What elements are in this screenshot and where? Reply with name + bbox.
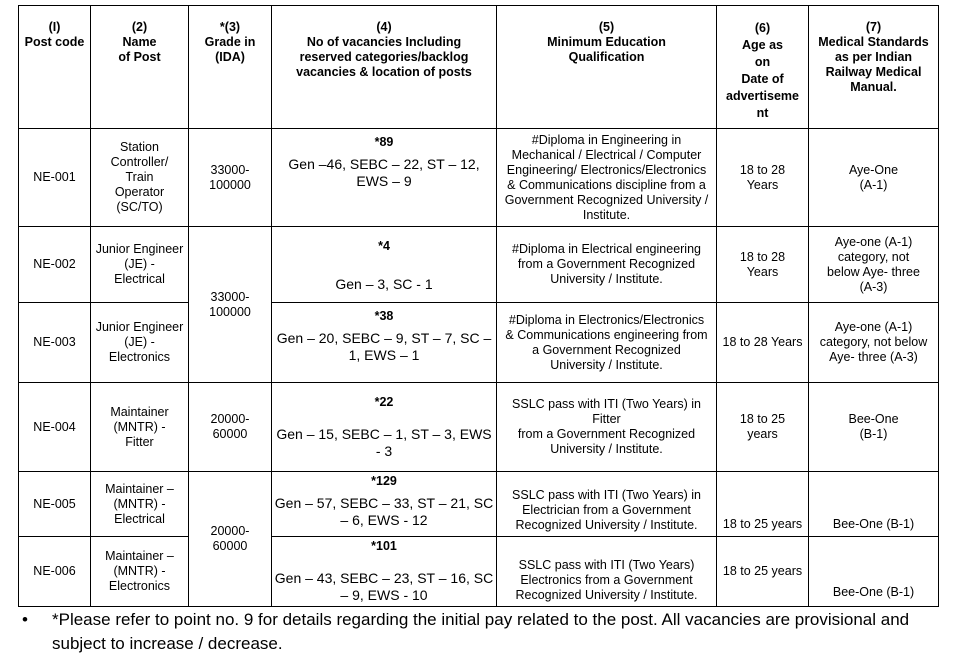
header-row xyxy=(19,6,939,129)
footnote xyxy=(22,608,952,656)
education: SSLC pass with ITI (Two Years) Electronics from a Government Recognized University / Institute. xyxy=(497,537,717,607)
age-limit: 18 to 25 years xyxy=(717,383,809,472)
post-name: Maintainer – (MNTR) - Electrical xyxy=(91,472,189,537)
table-row xyxy=(19,303,939,383)
medical-standard: Bee-One (B-1) xyxy=(809,383,939,472)
age-limit: 18 to 28 Years xyxy=(717,227,809,303)
header-medical: (7) Medical Standards as per Indian Railway Medical Manual. xyxy=(809,6,939,129)
vacancy-count: *38 xyxy=(374,309,394,323)
post-code: NE-006 xyxy=(19,537,91,607)
vacancy-breakup: Gen –46, SEBC – 22, ST – 12, EWS – 9 xyxy=(288,156,480,189)
vacancies xyxy=(272,303,497,383)
post-code: NE-003 xyxy=(19,303,91,383)
header-education: (5) Minimum Education Qualification xyxy=(497,6,717,129)
vacancy-table xyxy=(18,5,939,607)
vacancy-count: *89 xyxy=(374,135,394,149)
header-name-of-post: (2) Name of Post xyxy=(91,6,189,129)
age-limit: 18 to 25 years xyxy=(717,472,809,537)
post-code: NE-002 xyxy=(19,227,91,303)
medical-standard: Aye-One (A-1) xyxy=(809,129,939,227)
vacancy-breakup: Gen – 3, SC - 1 xyxy=(335,276,433,292)
table-row xyxy=(19,383,939,472)
post-code: NE-005 xyxy=(19,472,91,537)
vacancy-count: *129 xyxy=(371,474,397,488)
medical-standard: Bee-One (B-1) xyxy=(809,537,939,607)
post-name: Station Controller/ Train Operator (SC/TO) xyxy=(91,129,189,227)
table-row xyxy=(19,537,939,607)
vacancies xyxy=(272,227,497,303)
table-row xyxy=(19,129,939,227)
medical-standard: Aye-one (A-1) category, not below Aye- three (A-3) xyxy=(809,227,939,303)
vacancy-breakup: Gen – 15, SEBC – 1, ST – 3, EWS - 3 xyxy=(276,426,492,459)
post-name: Maintainer (MNTR) - Fitter xyxy=(91,383,189,472)
table-row xyxy=(19,472,939,537)
header-post-code: (I) Post code xyxy=(19,6,91,129)
vacancy-count: *101 xyxy=(371,539,397,553)
vacancy-breakup: Gen – 20, SEBC – 9, ST – 7, SC – 1, EWS – 1 xyxy=(276,330,492,363)
vacancies xyxy=(272,472,497,537)
age-limit: 18 to 28 Years xyxy=(717,303,809,383)
bullet-icon: • xyxy=(22,610,28,629)
table-row xyxy=(19,227,939,303)
header-age: (6) Age as on Date of advertiseme nt xyxy=(717,6,809,129)
education: SSLC pass with ITI (Two Years) in Electrician from a Government Recognized University / Institute. xyxy=(497,472,717,537)
footnote-text: *Please refer to point no. 9 for details regarding the initial pay related to the post. All vacancies are provisional and subject to increase / decrease. xyxy=(52,610,910,653)
education: #Diploma in Engineering in Mechanical / Electrical / Computer Engineering/ Electronics/Electronics & Communications discipline from a Government Recognized University / Institute. xyxy=(497,129,717,227)
post-name: Junior Engineer (JE) - Electronics xyxy=(91,303,189,383)
vacancies xyxy=(272,537,497,607)
header-vacancies: (4) No of vacancies Including reserved categories/backlog vacancies & location of posts xyxy=(272,6,497,129)
vacancies xyxy=(272,383,497,472)
vacancies xyxy=(272,129,497,227)
education: #Diploma in Electronics/Electronics & Communications engineering from a Government Recognized University / Institute. xyxy=(497,303,717,383)
post-name: Maintainer – (MNTR) - Electronics xyxy=(91,537,189,607)
grade: 20000- 60000 xyxy=(189,383,272,472)
vacancy-count: *22 xyxy=(374,395,394,409)
education: #Diploma in Electrical engineering from a Government Recognized University / Institute. xyxy=(497,227,717,303)
grade: 33000- 100000 xyxy=(189,129,272,227)
post-code: NE-004 xyxy=(19,383,91,472)
header-grade: *(3) Grade in (IDA) xyxy=(189,6,272,129)
vacancy-count: *4 xyxy=(378,239,390,253)
education: SSLC pass with ITI (Two Years) in Fitter from a Government Recognized University / Institute. xyxy=(497,383,717,472)
medical-standard: Aye-one (A-1) category, not below Aye- three (A-3) xyxy=(809,303,939,383)
age-limit: 18 to 25 years xyxy=(717,537,809,607)
post-code: NE-001 xyxy=(19,129,91,227)
medical-standard: Bee-One (B-1) xyxy=(809,472,939,537)
vacancy-breakup: Gen – 43, SEBC – 23, ST – 16, SC – 9, EWS - 10 xyxy=(274,570,494,603)
vacancy-breakup: Gen – 57, SEBC – 33, ST – 21, SC – 6, EWS - 12 xyxy=(274,495,494,528)
age-limit: 18 to 28 Years xyxy=(717,129,809,227)
post-name: Junior Engineer (JE) - Electrical xyxy=(91,227,189,303)
grade: 33000- 100000 xyxy=(189,227,272,383)
grade: 20000- 60000 xyxy=(189,472,272,607)
